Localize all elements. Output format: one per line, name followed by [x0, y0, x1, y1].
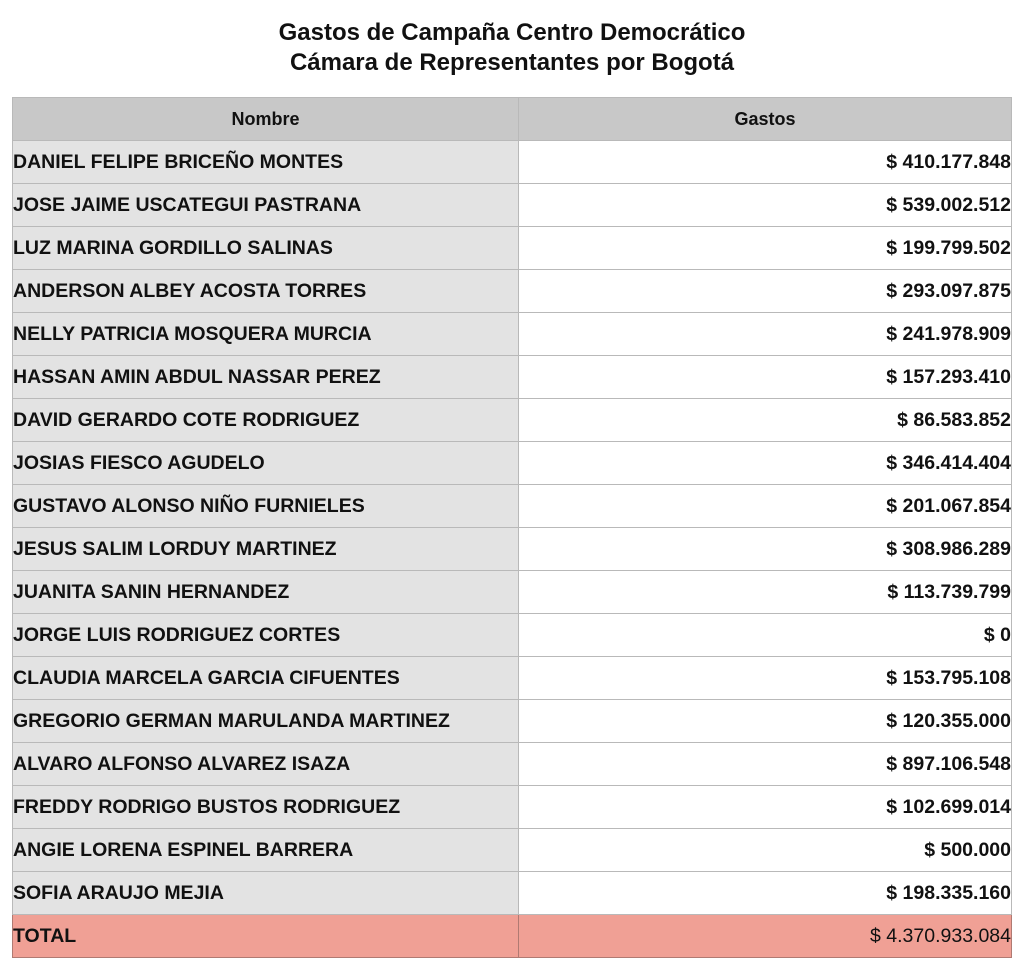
- expense-amount-cell: $ 293.097.875: [519, 270, 1012, 313]
- expense-amount-cell: $ 157.293.410: [519, 356, 1012, 399]
- table-row: [13, 657, 1012, 700]
- candidate-name-cell: HASSAN AMIN ABDUL NASSAR PEREZ: [13, 356, 519, 399]
- candidate-name-cell: JUANITA SANIN HERNANDEZ: [13, 571, 519, 614]
- expense-amount-cell: $ 346.414.404: [519, 442, 1012, 485]
- table-row: [13, 485, 1012, 528]
- table-row: [13, 356, 1012, 399]
- column-header-expenses: Gastos: [519, 98, 1012, 141]
- candidate-name-cell: JESUS SALIM LORDUY MARTINEZ: [13, 528, 519, 571]
- expense-amount-cell: $ 539.002.512: [519, 184, 1012, 227]
- expense-amount-cell: $ 0: [519, 614, 1012, 657]
- expense-amount-cell: $ 102.699.014: [519, 786, 1012, 829]
- candidate-name-cell: JOSIAS FIESCO AGUDELO: [13, 442, 519, 485]
- table-header: [13, 98, 1012, 141]
- expense-amount-cell: $ 201.067.854: [519, 485, 1012, 528]
- column-header-name: Nombre: [13, 98, 519, 141]
- table-row: [13, 270, 1012, 313]
- table-row: [13, 700, 1012, 743]
- candidate-name-cell: JORGE LUIS RODRIGUEZ CORTES: [13, 614, 519, 657]
- expenses-table: [12, 97, 1012, 958]
- table-row: [13, 743, 1012, 786]
- table-row: [13, 141, 1012, 184]
- candidate-name-cell: GUSTAVO ALONSO NIÑO FURNIELES: [13, 485, 519, 528]
- expense-amount-cell: $ 86.583.852: [519, 399, 1012, 442]
- candidate-name-cell: JOSE JAIME USCATEGUI PASTRANA: [13, 184, 519, 227]
- candidate-name-cell: SOFIA ARAUJO MEJIA: [13, 872, 519, 915]
- table-row: [13, 829, 1012, 872]
- candidate-name-cell: CLAUDIA MARCELA GARCIA CIFUENTES: [13, 657, 519, 700]
- page-title: [0, 18, 1024, 78]
- table-body: [13, 141, 1012, 958]
- expense-amount-cell: $ 897.106.548: [519, 743, 1012, 786]
- table-row: [13, 313, 1012, 356]
- table-row: [13, 786, 1012, 829]
- expense-amount-cell: $ 308.986.289: [519, 528, 1012, 571]
- expense-amount-cell: $ 113.739.799: [519, 571, 1012, 614]
- candidate-name-cell: DAVID GERARDO COTE RODRIGUEZ: [13, 399, 519, 442]
- header-row: [13, 98, 1012, 141]
- candidate-name-cell: ALVARO ALFONSO ALVAREZ ISAZA: [13, 743, 519, 786]
- expense-amount-cell: $ 198.335.160: [519, 872, 1012, 915]
- title-line-2: Cámara de Representantes por Bogotá: [289, 49, 735, 76]
- table-row: [13, 184, 1012, 227]
- expense-amount-cell: $ 500.000: [519, 829, 1012, 872]
- expense-amount-cell: $ 241.978.909: [519, 313, 1012, 356]
- title-line-1: Gastos de Campaña Centro Democrático: [278, 19, 746, 46]
- expense-amount-cell: $ 410.177.848: [519, 141, 1012, 184]
- table-row: [13, 442, 1012, 485]
- table-row: [13, 872, 1012, 915]
- table-row: [13, 399, 1012, 442]
- candidate-name-cell: ANGIE LORENA ESPINEL BARRERA: [13, 829, 519, 872]
- candidate-name-cell: DANIEL FELIPE BRICEÑO MONTES: [13, 141, 519, 184]
- candidate-name-cell: LUZ MARINA GORDILLO SALINAS: [13, 227, 519, 270]
- total-label: TOTAL: [13, 915, 519, 958]
- candidate-name-cell: GREGORIO GERMAN MARULANDA MARTINEZ: [13, 700, 519, 743]
- expense-amount-cell: $ 120.355.000: [519, 700, 1012, 743]
- table-row: [13, 227, 1012, 270]
- total-amount: $ 4.370.933.084: [519, 915, 1012, 958]
- table-row: [13, 528, 1012, 571]
- expense-amount-cell: $ 153.795.108: [519, 657, 1012, 700]
- candidate-name-cell: ANDERSON ALBEY ACOSTA TORRES: [13, 270, 519, 313]
- table-row: [13, 571, 1012, 614]
- table-row: [13, 614, 1012, 657]
- candidate-name-cell: NELLY PATRICIA MOSQUERA MURCIA: [13, 313, 519, 356]
- expense-amount-cell: $ 199.799.502: [519, 227, 1012, 270]
- total-row: [13, 915, 1012, 958]
- candidate-name-cell: FREDDY RODRIGO BUSTOS RODRIGUEZ: [13, 786, 519, 829]
